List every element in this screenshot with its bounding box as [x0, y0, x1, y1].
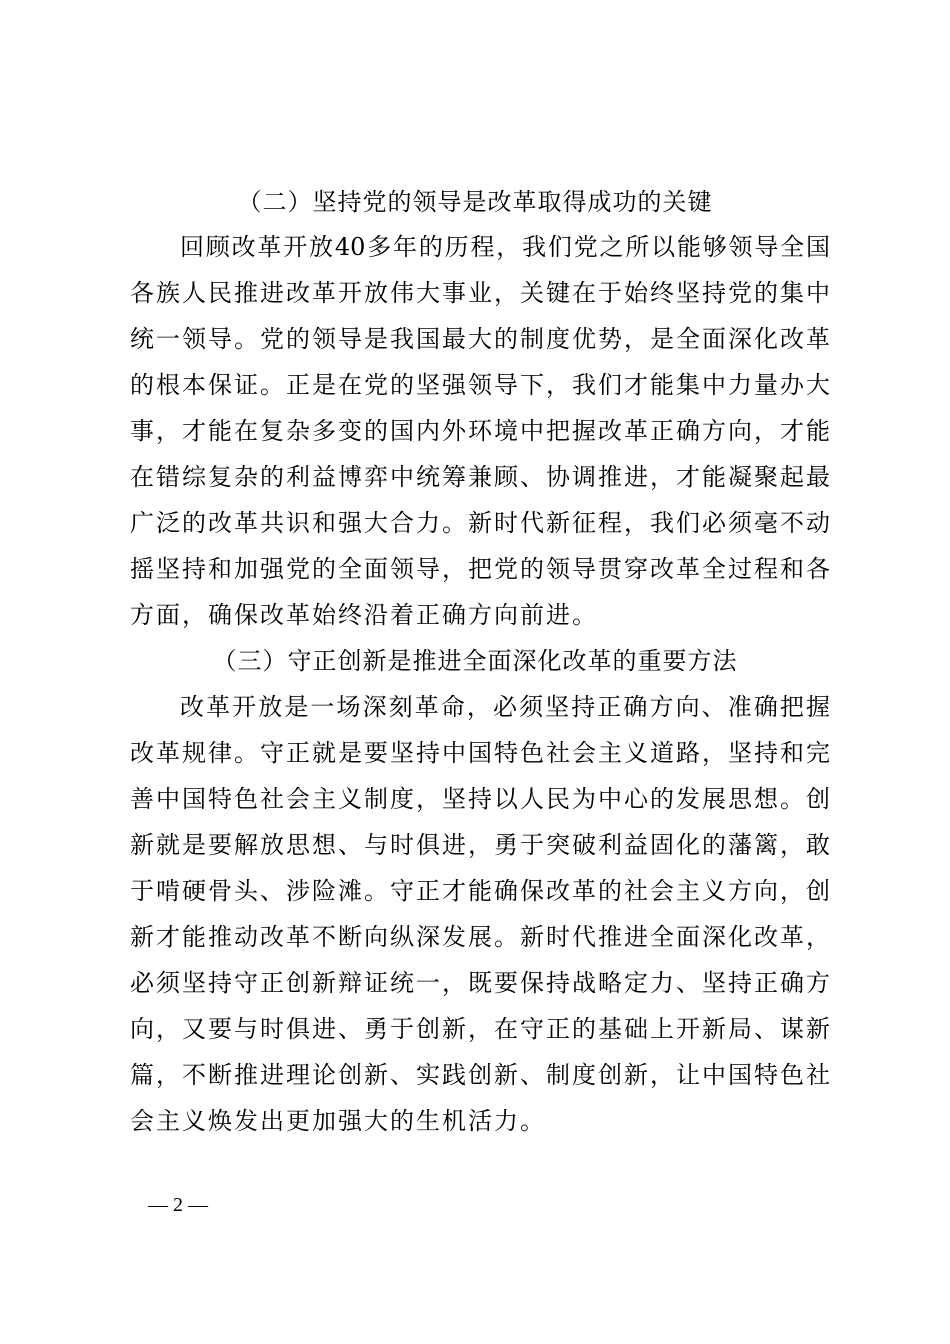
section-2-heading: （二）坚持党的领导是改革取得成功的关键: [237, 188, 713, 216]
paragraph-line: 改革开放是一场深刻革命，必须坚持正确方向、准确把握: [180, 693, 830, 721]
page-number: — 2 —: [148, 1194, 208, 1216]
paragraph-line: 善中国特色社会主义制度，坚持以人民为中心的发展思想。创: [130, 785, 830, 813]
paragraph-line: 方面，确保改革始终沿着正确方向前进。: [130, 601, 598, 629]
section-3-heading: （三）守正创新是推进全面深化改革的重要方法: [212, 647, 738, 675]
paragraph-line: 会主义焕发出更加强大的生机活力。: [130, 1107, 546, 1135]
paragraph-line: 各族人民推进改革开放伟大事业，关键在于始终坚持党的集中: [130, 279, 830, 307]
paragraph-line: 回顾改革开放40多年的历程，我们党之所以能够领导全国: [180, 233, 830, 261]
paragraph-line: 于啃硬骨头、涉险滩。守正才能确保改革的社会主义方向，创: [130, 877, 830, 905]
paragraph-line: 必须坚持守正创新辩证统一，既要保持战略定力、坚持正确方: [130, 969, 830, 997]
paragraph-line: 向，又要与时俱进、勇于创新，在守正的基础上开新局、谋新: [130, 1015, 830, 1043]
paragraph-line: 的根本保证。正是在党的坚强领导下，我们才能集中力量办大: [130, 371, 830, 399]
paragraph-line: 摇坚持和加强党的全面领导，把党的领导贯穿改革全过程和各: [130, 555, 830, 583]
paragraph-line: 篇，不断推进理论创新、实践创新、制度创新，让中国特色社: [130, 1061, 830, 1089]
paragraph-line: 广泛的改革共识和强大合力。新时代新征程，我们必须毫不动: [130, 509, 830, 537]
paragraph-line: 改革规律。守正就是要坚持中国特色社会主义道路，坚持和完: [130, 739, 830, 767]
paragraph-line: 事，才能在复杂多变的国内外环境中把握改革正确方向，才能: [130, 417, 830, 445]
paragraph-line: 在错综复杂的利益博弈中统筹兼顾、协调推进，才能凝聚起最: [130, 463, 830, 491]
paragraph-line: 新才能推动改革不断向纵深发展。新时代推进全面深化改革，: [130, 923, 830, 951]
paragraph-line: 新就是要解放思想、与时俱进，勇于突破利益固化的藩篱，敢: [130, 831, 830, 859]
paragraph-line: 统一领导。党的领导是我国最大的制度优势，是全面深化改革: [130, 325, 830, 353]
